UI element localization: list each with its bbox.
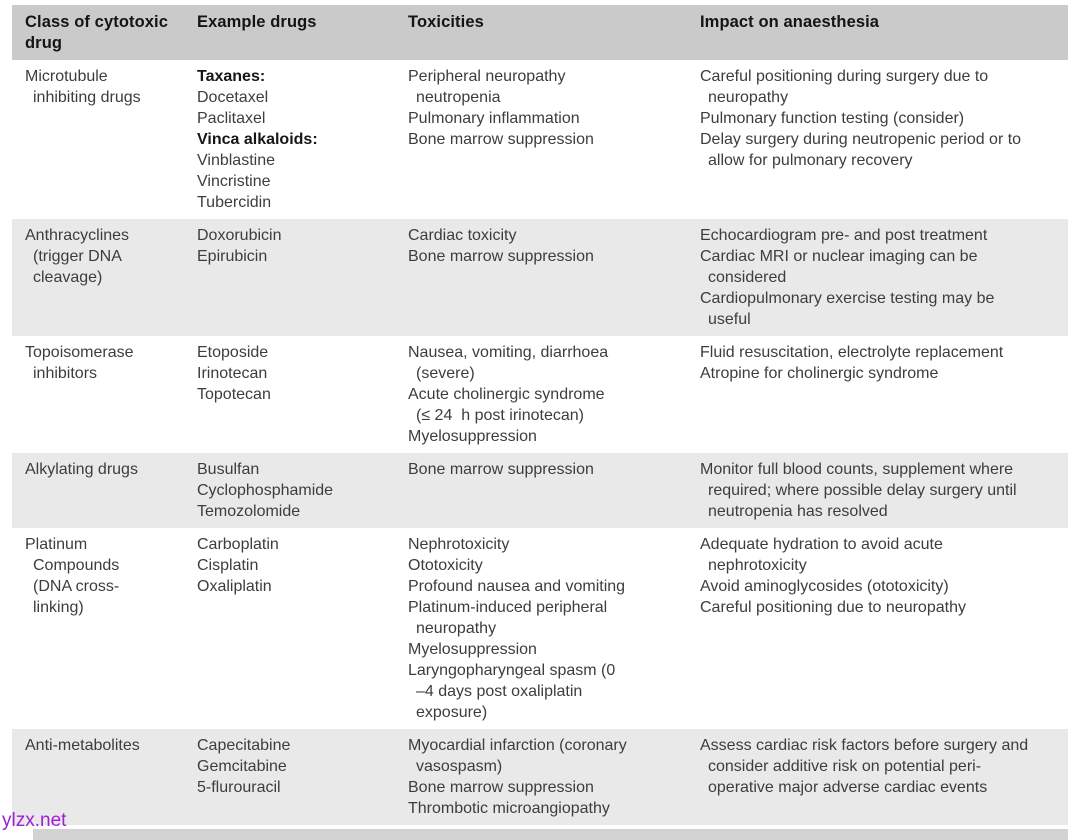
column-header-example-drugs: Example drugs [197,13,317,31]
text-line: Nausea, vomiting, diarrhoea [408,344,609,361]
text-line: Adequate hydration to avoid acute [700,536,943,553]
text-line: Gemcitabine [197,758,287,775]
table-body [12,60,1068,825]
text-line: Doxorubicin [197,227,282,244]
cell-class-of-cytotoxic-drug [12,66,184,213]
text-line: Compounds [33,557,120,574]
text-line: Careful positioning during surgery due to [700,68,989,85]
column-header-toxicities: Toxicities [408,13,484,31]
text-line: Bone marrow suppression [408,131,594,148]
text-line: (≤ 24 h post irinotecan) [416,407,584,424]
cell-impact-on-anaesthesia [687,534,1068,723]
text-line: Echocardiogram pre- and post treatment [700,227,988,244]
text-line: Cisplatin [197,557,259,574]
text-line: Myelosuppression [408,428,537,445]
text-line: Topotecan [197,386,271,403]
text-line: Bone marrow suppression [408,248,594,265]
text-line: Docetaxel [197,89,269,106]
cell-toxicities [395,225,687,330]
text-line: nephrotoxicity [708,557,807,574]
text-line: (trigger DNA [33,248,122,265]
text-line: Acute cholinergic syndrome [408,386,605,403]
cell-toxicities [395,534,687,723]
text-line: (severe) [416,365,475,382]
cell-toxicities [395,459,687,522]
text-line: Vinblastine [197,152,275,169]
text-line: Alkylating drugs [25,461,138,478]
text-line: Thrombotic microangiopathy [408,800,610,817]
text-line: neuropathy [416,620,497,637]
cell-toxicities [395,342,687,447]
text-line: Tubercidin [197,194,272,211]
table-row [12,336,1068,453]
cell-example-drugs [184,735,395,819]
text-line: neuropathy [708,89,789,106]
text-line: considered [708,269,787,286]
text-line: Myocardial infarction (coronary [408,737,627,754]
text-line: Laryngopharyngeal spasm (0 [408,662,616,679]
text-line: operative major adverse cardiac events [708,779,988,796]
text-line: Anti-metabolites [25,737,140,754]
cell-class-of-cytotoxic-drug [12,534,184,723]
text-line: Cardiopulmonary exercise testing may be [700,290,995,307]
cell-impact-on-anaesthesia [687,459,1068,522]
text-line: Careful positioning due to neuropathy [700,599,966,616]
table-row [12,219,1068,336]
text-line: Avoid aminoglycosides (ototoxicity) [700,578,949,595]
text-line: Topoisomerase [25,344,134,361]
cell-class-of-cytotoxic-drug [12,735,184,819]
text-line: Capecitabine [197,737,291,754]
cell-impact-on-anaesthesia [687,66,1068,213]
text-line: (DNA cross- [33,578,120,595]
text-line: Pulmonary function testing (consider) [700,110,965,127]
text-line: allow for pulmonary recovery [708,152,913,169]
cell-class-of-cytotoxic-drug [12,459,184,522]
text-line: Epirubicin [197,248,268,265]
table-row [12,528,1068,729]
text-line: Busulfan [197,461,260,478]
text-line: 5-flurouracil [197,779,281,796]
text-line: Myelosuppression [408,641,537,658]
text-line: Ototoxicity [408,557,483,574]
cell-toxicities [395,735,687,819]
text-line: Microtubule [25,68,108,85]
text-line: Vinca alkaloids: [197,131,318,148]
text-line: exposure) [416,704,488,721]
cell-toxicities [395,66,687,213]
text-line: linking) [33,599,84,616]
text-line: Nephrotoxicity [408,536,510,553]
text-line: Etoposide [197,344,269,361]
cell-class-of-cytotoxic-drug [12,342,184,447]
column-header-class-of-cytotoxic-drug: Class of cytotoxic drug [25,13,169,52]
text-line: Anthracyclines [25,227,130,244]
text-line: Pulmonary inflammation [408,110,580,127]
text-line: inhibiting drugs [33,89,141,106]
text-line: useful [708,311,751,328]
text-line: Cyclophosphamide [197,482,334,499]
text-line: Oxaliplatin [197,578,272,595]
cell-example-drugs [184,534,395,723]
table-bottom-rule [33,829,1068,840]
cell-example-drugs [184,225,395,330]
cell-impact-on-anaesthesia [687,735,1068,819]
table-row [12,60,1068,219]
text-line: Cardiac toxicity [408,227,517,244]
text-line: Platinum-induced peripheral [408,599,608,616]
text-line: Carboplatin [197,536,279,553]
text-line: vasospasm) [416,758,503,775]
text-line: Monitor full blood counts, supplement where [700,461,1014,478]
cell-example-drugs [184,66,395,213]
text-line: cleavage) [33,269,103,286]
cell-example-drugs [184,342,395,447]
cytotoxic-drug-table [12,5,1068,840]
column-header-impact-on-anaesthesia: Impact on anaesthesia [700,13,880,31]
text-line: –4 days post oxaliplatin [416,683,583,700]
cell-class-of-cytotoxic-drug [12,225,184,330]
table-header-row [12,5,1068,60]
table-row [12,729,1068,825]
cell-example-drugs [184,459,395,522]
text-line: required; where possible delay surgery until [708,482,1017,499]
text-line: consider additive risk on potential peri- [708,758,982,775]
text-line: neutropenia has resolved [708,503,888,520]
cell-impact-on-anaesthesia [687,342,1068,447]
text-line: Temozolomide [197,503,301,520]
text-line: Peripheral neuropathy [408,68,566,85]
text-line: Paclitaxel [197,110,266,127]
text-line: neutropenia [416,89,501,106]
text-line: Atropine for cholinergic syndrome [700,365,939,382]
text-line: Vincristine [197,173,271,190]
text-line: inhibitors [33,365,98,382]
text-line: Cardiac MRI or nuclear imaging can be [700,248,978,265]
text-line: Assess cardiac risk factors before surgery and [700,737,1029,754]
text-line: Irinotecan [197,365,268,382]
text-line: Platinum [25,536,88,553]
table-row [12,453,1068,528]
text-line: Bone marrow suppression [408,779,594,796]
watermark-link[interactable]: ylzx.net [2,810,67,831]
text-line: Profound nausea and vomiting [408,578,626,595]
text-line: Bone marrow suppression [408,461,594,478]
text-line: Taxanes: [197,68,266,85]
text-line: Delay surgery during neutropenic period or to [700,131,1022,148]
text-line: Fluid resuscitation, electrolyte replacement [700,344,1004,361]
cell-impact-on-anaesthesia [687,225,1068,330]
